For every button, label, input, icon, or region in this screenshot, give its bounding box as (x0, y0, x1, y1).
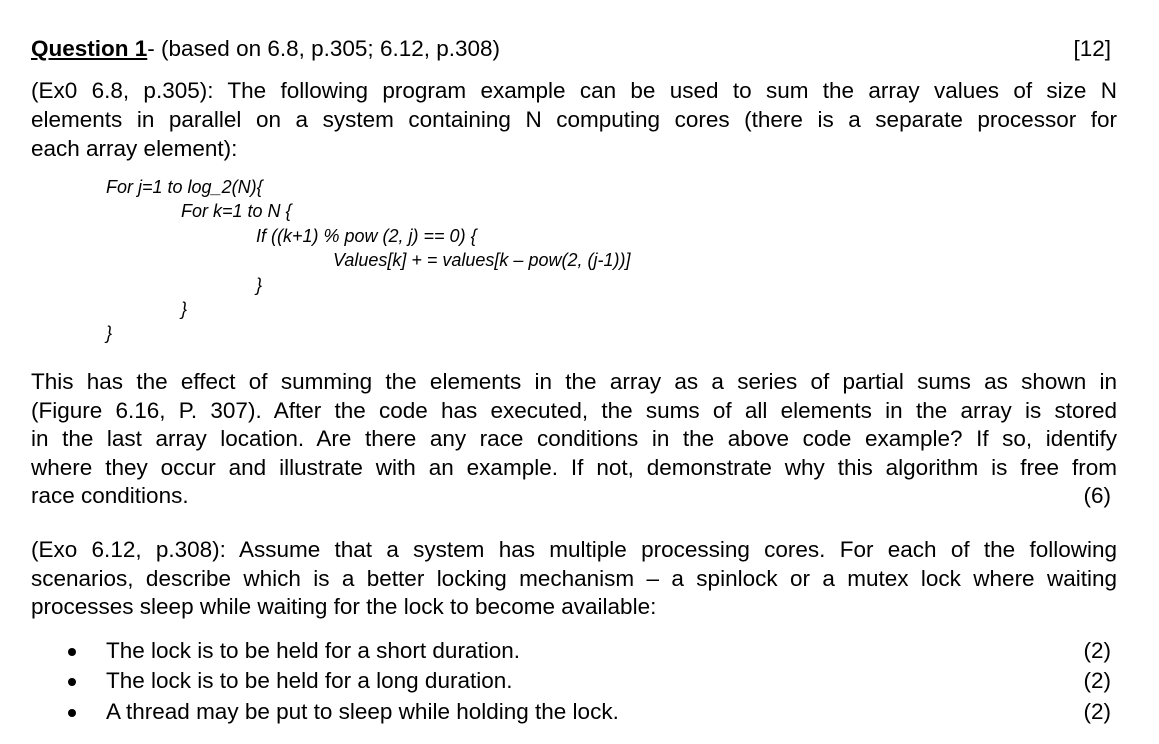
bullet-text: The lock is to be held for a short duration. (106, 638, 520, 663)
part1-question-line-3: in the last array location. Are there any race conditions in the above code example? If so, identify (31, 426, 1117, 451)
bullet-icon (68, 709, 76, 717)
code-line-2: For k=1 to N { (181, 201, 292, 221)
question-heading (31, 35, 500, 63)
code-line-3: If ((k+1) % pow (2, j) == 0) { (256, 226, 477, 246)
part1-question-line-4: where they occur and illustrate with an example. If not, demonstrate why this algorithm is free from (31, 455, 1117, 480)
question-heading-rest: - (based on 6.8, p.305; 6.12, p.308) (147, 36, 501, 61)
part2-intro-line-1: (Exo 6.12, p.308): Assume that a system has multiple processing cores. For each of the following (31, 537, 1117, 562)
code-line-1: For j=1 to log_2(N){ (106, 177, 263, 197)
part2-intro-line-3: processes sleep while waiting for the lock to become available: (31, 594, 657, 619)
bullet-text: A thread may be put to sleep while holding the lock. (106, 699, 619, 724)
bullet-icon (68, 648, 76, 656)
part2-intro-line-2: scenarios, describe which is a better locking mechanism – a spinlock or a mutex lock where waiting (31, 566, 1117, 591)
bullet-marks: (2) (1083, 638, 1111, 663)
part1-question-line-1: This has the effect of summing the elements in the array as a series of partial sums as shown in (31, 369, 1117, 394)
part1-question-line-2: (Figure 6.16, P. 307). After the code has executed, the sums of all elements in the array is stored (31, 398, 1117, 423)
part1-intro-line-3: each array element): (31, 136, 238, 161)
question-total-marks: [12] (1073, 36, 1111, 61)
code-line-7: } (106, 323, 113, 343)
code-line-5: } (256, 275, 263, 295)
code-line-6: } (181, 299, 188, 319)
bullet-icon (68, 678, 76, 686)
part1-intro-line-1: (Ex0 6.8, p.305): The following program example can be used to sum the array values of size N (31, 78, 1117, 103)
bullet-text: The lock is to be held for a long duration. (106, 668, 513, 693)
part1-marks: (6) (1083, 483, 1111, 508)
code-line-4: Values[k] + = values[k – pow(2, (j-1))] (333, 250, 631, 270)
part1-intro-line-2: elements in parallel on a system containing N computing cores (there is a separate processor for (31, 107, 1117, 132)
part1-question-line-5: race conditions. (31, 483, 189, 508)
question-label: Question 1 (31, 36, 148, 61)
bullet-marks: (2) (1083, 668, 1111, 693)
bullet-marks: (2) (1083, 699, 1111, 724)
